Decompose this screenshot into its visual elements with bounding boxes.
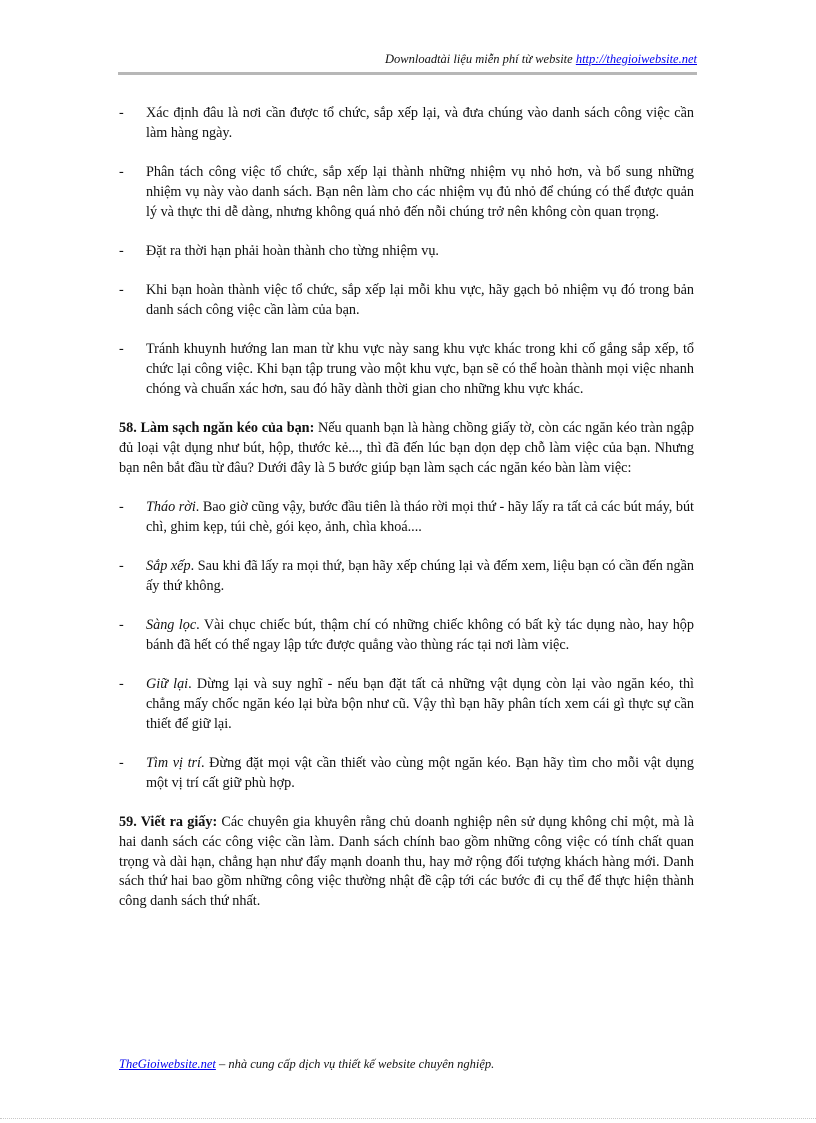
dash-bullet: -	[119, 164, 124, 181]
page-footer	[119, 1057, 494, 1072]
step-text: . Vài chục chiếc bút, thậm chí có những chiếc không có bất kỳ tác dụng nào, hay hộp bánh đã hết có thể ngay lập tức được quẳng vào thùng rác tại nơi làm việc.	[146, 617, 694, 653]
dash-bullet: -	[119, 617, 124, 634]
step-item	[119, 498, 694, 537]
section-59-text: Các chuyên gia khuyên rằng chủ doanh nghiệp nên sử dụng không chỉ một, mà là hai danh sách các công việc cần làm. Danh sách chính bao gồm những công việc có tính chất quan trọng và dài hạn, chẳng hạn như đẩy mạnh doanh thu, hay mở rộng đối tượng khách hàng mới. Danh sách thứ hai bao gồm những công việc thường nhật đề cập tới các bước đi cụ thể để thực hiện thành công danh sách thứ nhất.	[119, 814, 694, 909]
step-term: Sắp xếp	[146, 558, 191, 575]
footer-text: – nhà cung cấp dịch vụ thiết kế website chuyên nghiệp.	[215, 1057, 495, 1071]
section-59-heading: 59. Viết ra giấy:	[119, 814, 218, 831]
step-item	[119, 675, 694, 734]
step-text: . Dừng lại và suy nghĩ - nếu bạn đặt tất cả những vật dụng còn lại vào ngăn kéo, thì chẳng mấy chốc ngăn kéo lại bừa bộn như cũ. Vậy thì bạn hãy phân tích xem cái gì thực sự cần thiết để giữ lại.	[146, 676, 694, 732]
list-item-text: Xác định đâu là nơi cần được tổ chức, sắp xếp lại, và đưa chúng vào danh sách công việc cần làm hàng ngày.	[146, 105, 694, 141]
step-text: . Bao giờ cũng vậy, bước đầu tiên là tháo rời mọi thứ - hãy lấy ra tất cả các bút máy, bút chì, ghim kẹp, túi chè, gói kẹo, ảnh, chìa khoá....	[146, 498, 694, 535]
step-item	[119, 754, 694, 793]
page-header	[385, 52, 697, 67]
header-link[interactable]: http://thegioiwebsite.net	[575, 52, 697, 66]
step-term: Sàng lọc	[146, 617, 197, 634]
dash-bullet: -	[119, 341, 124, 358]
header-divider	[118, 72, 697, 75]
step-text: . Sau khi đã lấy ra mọi thứ, bạn hãy xếp chúng lại và đếm xem, liệu bạn có cần đến ngần ấy thứ không.	[146, 558, 694, 594]
step-item	[119, 616, 694, 655]
list-item-text: Khi bạn hoàn thành việc tổ chức, sắp xếp lại mỗi khu vực, hãy gạch bỏ nhiệm vụ đó trong bản danh sách công việc cần làm của bạn.	[146, 282, 694, 318]
list-item	[119, 163, 694, 222]
list-item	[119, 242, 694, 262]
dash-bullet: -	[119, 282, 124, 299]
list-item-text: Tránh khuynh hướng lan man từ khu vực này sang khu vực khác trong khi cố gắng sắp xếp, tổ chức lại công việc. Khi bạn tập trung vào một khu vực, bạn sẽ có thể hoàn thành mọi việc nhanh chóng và chuẩn xác hơn, sau đó hãy dành thời gian cho những khu vực khác.	[146, 341, 694, 397]
step-text: . Đừng đặt mọi vật cần thiết vào cùng một ngăn kéo. Bạn hãy tìm cho mỗi vật dụng một vị trí cất giữ phù hợp.	[146, 755, 694, 791]
header-text: Downloadtài liệu miễn phí từ website	[384, 52, 576, 66]
list-item	[119, 104, 694, 143]
section-58-text: Nếu quanh bạn là hàng chồng giấy tờ, còn các ngăn kéo tràn ngập đủ loại vật dụng như bút, hộp, thước kẻ..., thì đã đến lúc bạn dọn dẹp chỗ làm việc của bạn. Nhưng bạn nên bắt đầu từ đâu? Dưới đây là 5 bước giúp bạn làm sạch các ngăn kéo bàn làm việc:	[119, 420, 694, 476]
dash-bullet: -	[119, 755, 124, 772]
page-bottom-edge	[0, 1118, 816, 1119]
section-58-heading: 58. Làm sạch ngăn kéo của bạn:	[119, 420, 315, 437]
dash-bullet: -	[119, 676, 124, 693]
dash-bullet: -	[119, 242, 124, 259]
step-term: Tháo rời	[146, 498, 196, 515]
document-body	[119, 104, 694, 931]
dash-bullet: -	[119, 558, 124, 575]
footer-link[interactable]: TheGioiwebsite.net	[119, 1057, 216, 1071]
dash-bullet: -	[119, 105, 124, 121]
list-item	[119, 281, 694, 320]
step-term: Giữ lại	[146, 676, 189, 693]
step-term: Tìm vị trí	[146, 755, 201, 772]
list-item	[119, 340, 694, 399]
section-59-paragraph	[119, 813, 694, 912]
section-58-paragraph	[119, 419, 694, 478]
list-item-text: Đặt ra thời hạn phải hoàn thành cho từng nhiệm vụ.	[146, 242, 439, 259]
step-item	[119, 557, 694, 596]
list-item-text: Phân tách công việc tổ chức, sắp xếp lại thành những nhiệm vụ nhỏ hơn, và bổ sung những nhiệm vụ này vào danh sách. Bạn nên làm cho các nhiệm vụ đủ nhỏ để chúng có thể được quản lý và thực thi dễ dàng, nhưng không quá nhỏ đến nỗi chúng trở nên không còn quan trọng.	[146, 164, 694, 220]
dash-bullet: -	[119, 498, 124, 515]
